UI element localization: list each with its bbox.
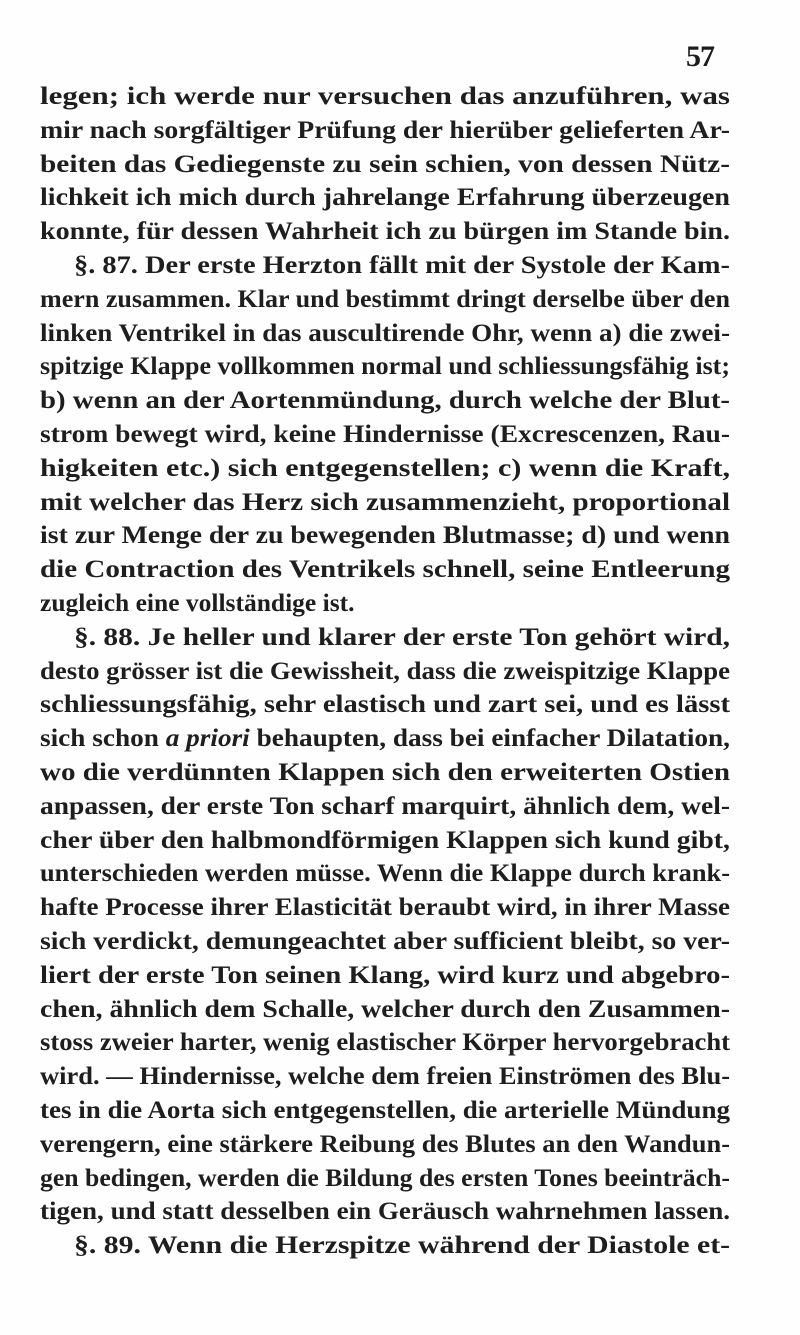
text-line: mit welcher das Herz sich zusammenzieht, proportional [40,486,731,516]
page-number: 57 [686,40,714,73]
text-line: konnte, für dessen Wahrheit ich zu bürgen im Stande bin. [40,216,731,246]
text-line: hafte Processe ihrer Elasticität beraubt wird, in ihrer Masse [40,892,730,922]
text-line: anpassen, der erste Ton scharf marquirt, ähnlich dem, wel- [40,790,731,820]
text-line: §. 87. Der erste Herzton fällt mit der Systole der Kam- [74,250,731,279]
text-line: mern zusammen. Klar und bestimmt dringt derselbe über den [40,283,730,313]
text-line: lichkeit ich mich durch jahrelange Erfahrung überzeugen [40,182,730,212]
text-line: gen bedingen, werden die Bildung des ersten Tones beeinträch- [40,1162,730,1192]
text-line: higkeiten etc.) sich entgegenstellen; c) wenn die Kraft, [40,452,730,482]
text-line: wo die verdünnten Klappen sich den erweiterten Ostien [40,757,730,786]
text-line: strom bewegt wird, keine Hindernisse (Excrescenzen, Rau- [40,419,731,448]
text-line: ist zur Menge der zu bewegenden Blutmasse; d) und wenn [40,520,730,550]
text-line: stoss zweier harter, wenig elastischer Körper hervorgebracht [40,1027,731,1057]
text-line: beiten das Gediegenste zu sein schien, von dessen Nütz- [40,148,730,178]
text-line: verengern, eine stärkere Reibung des Blutes an den Wandun- [40,1128,731,1158]
text-line: cher über den halbmondförmigen Klappen sich kund gibt, [40,824,730,854]
text-line: unterschieden werden müsse. Wenn die Klappe durch krank- [40,858,730,888]
text-line: §. 88. Je heller und klarer der erste Ton gehört wird, [74,621,731,651]
text-line: chen, ähnlich dem Schalle, welcher durch den Zusammen- [40,993,730,1023]
text-line: legen; ich werde nur versuchen das anzuführen, was [40,81,730,110]
italic-phrase: a priori [165,723,250,753]
text-line: b) wenn an der Aortenmündung, durch welche der Blut- [40,385,731,415]
text-line: schliessungsfähig, sehr elastisch und zart sei, und es lässt [40,689,731,719]
text-line: spitzige Klappe vollkommen normal und schliessungsfähig ist; [40,351,730,381]
text-line: die Contraction des Ventrikels schnell, seine Entleerung [40,554,731,584]
text-line: linken Ventrikel in das auscultirende Ohr, wenn a) die zwei- [40,317,730,347]
text-line: §. 89. Wenn die Herzspitze während der Diastole et- [74,1230,731,1260]
text-line: tigen, und statt desselben ein Geräusch wahrnehmen lassen. [40,1196,731,1226]
text-line: wird. — Hindernisse, welche dem freien Einströmen des Blu- [40,1061,731,1091]
text-line: tes in die Aorta sich entgegenstellen, die arterielle Mündung [40,1095,731,1124]
text-line: zugleich eine vollständige ist. [40,588,355,617]
text-line: desto grösser ist die Gewissheit, dass die zweispitzige Klappe [40,655,731,685]
text-line: liert der erste Ton seinen Klang, wird kurz und abgebro- [40,959,731,989]
text-line: mir nach sorgfältiger Prüfung der hierüber gelieferten Ar- [40,114,731,144]
text-line: sich verdickt, demungeachtet aber sufficient bleibt, so ver- [40,926,730,955]
text-line-with-italic: sich schon a priori behaupten, dass bei einfacher Dilatation, [40,723,731,753]
